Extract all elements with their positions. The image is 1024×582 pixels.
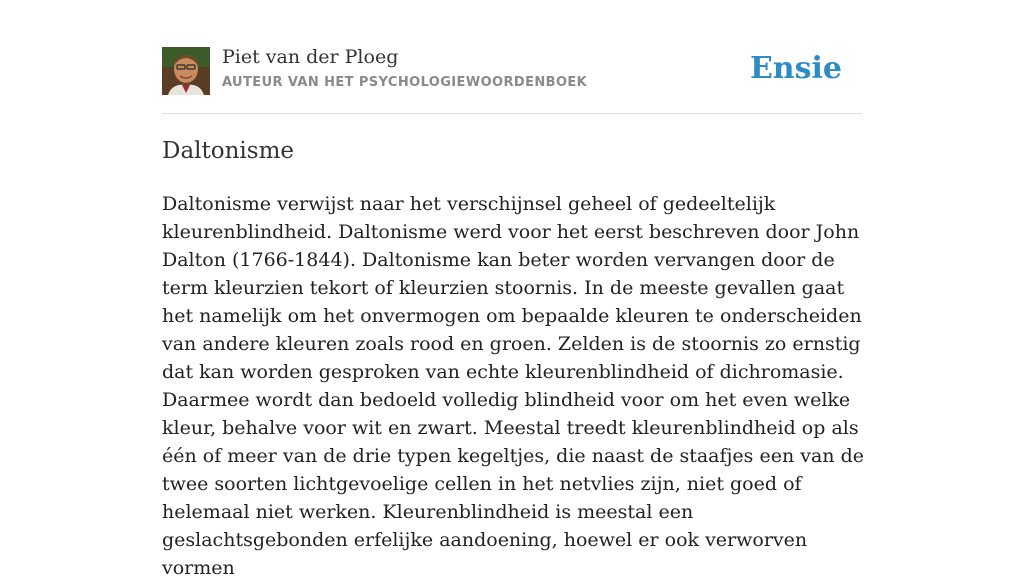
article-body: Daltonisme verwijst naar het verschijnsel geheel of gedeeltelijk kleurenblindheid. Daltonisme werd voor het eerst beschreven door John Dalton (1766-1844). Daltonisme kan beter worden vervangen door de term kleurzien tekort of kleurzien stoornis. In de meeste gevallen gaat het namelijk om het onvermogen om bepaalde kleuren te onderscheiden van andere kleuren zoals rood en groen. Zelden is de stoornis zo ernstig dat kan worden gesproken van echte kleurenblindheid of dichromasie. Daarmee wordt dan bedoeld volledig blindheid voor om het even welke kleur, behalve voor wit en zwart. Meestal treedt kleurenblindheid op als één of meer van de drie typen kegeltjes, die naast de staafjes een van de twee soorten lichtgevoelige cellen in het netvlies zijn, niet goed of helemaal niet werken. Kleurenblindheid is meestal een geslachtsgebonden erfelijke aandoening, hoewel er ook verworven vormen	[162, 193, 864, 579]
author-header	[162, 46, 862, 96]
author-avatar[interactable]	[162, 47, 210, 95]
article-title: Daltonisme	[162, 138, 294, 164]
author-role: AUTEUR VAN HET PSYCHOLOGIEWOORDENBOEK	[222, 75, 588, 90]
header-divider	[162, 113, 862, 114]
ensie-logo[interactable]: Ensie	[749, 51, 842, 86]
avatar-photo-icon	[162, 47, 210, 95]
author-name[interactable]: Piet van der Ploeg	[222, 46, 399, 68]
